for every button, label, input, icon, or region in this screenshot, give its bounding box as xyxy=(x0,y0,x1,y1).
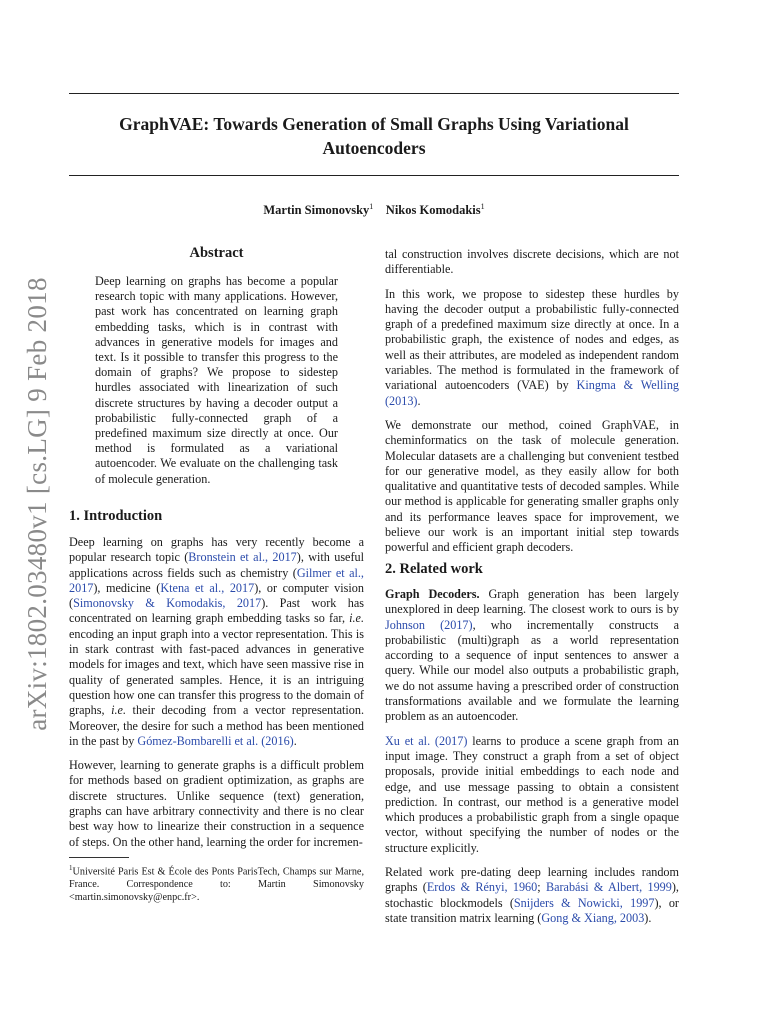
abstract-heading: Abstract xyxy=(189,245,244,261)
citation-link[interactable]: Barabási & Albert, 1999 xyxy=(545,880,672,895)
citation-link[interactable]: Bronstein et al., 2017 xyxy=(188,550,297,565)
related-work-heading: 2. Related work xyxy=(385,561,483,577)
abstract-text: Deep learning on graphs has become a popular research topic with many applications. However, past work has concentrated on learning graph embedding tasks, which is in contrast with advances in generative models for images and text. Is it possible to transfer this progress to the domain of graphs? We propose to sidestep hurdles associated with linearization of such discrete structures by having a decoder output a probabilistic fully-connected graph of a predefined maximum size directly at once. Our method is formulated as a variational autoencoder. We evaluate on the challenging task of molecule generation. xyxy=(95,274,338,486)
intro-paragraph-2: However, learning to generate graphs is a difficult problem for methods based on gradient optimization, as graphs are discrete structures. Unlike sequence (text) generation, graphs can have arbitrary connectivity and there is no clear best way how to linearize their construction in a sequence of steps. On the other hand, learning the order for incremen- xyxy=(69,758,364,849)
author-name: Nikos Komodakis xyxy=(385,203,481,218)
right-column-bottom xyxy=(385,587,679,935)
intro-paragraph-4: We demonstrate our method, coined GraphVAE, in cheminformatics on the task of molecule generation. Molecular datasets are a challenging but convenient testbed for our generative model, as they easily allow for both qualitative and quantitative tests of decoded samples. While our method is applicable for generating smaller graphs only and its performance leaves space for improvement, we believe our work is an important initial step towards powerful and efficient graph decoders. xyxy=(385,417,679,555)
citation-link[interactable]: Simonovsky & Komodakis, 2017 xyxy=(73,596,262,611)
arxiv-stamp: arXiv:1802.03480v1 [cs.LG] 9 Feb 2018 xyxy=(22,277,52,731)
footnote-mark: 1 xyxy=(69,864,73,872)
citation-link[interactable]: Gómez-Bombarelli et al. (2016) xyxy=(137,733,294,748)
citation-link[interactable]: Gong & Xiang, 2003 xyxy=(541,910,645,925)
intro-paragraph-1: Deep learning on graphs has very recently become a popular research topic (Bronstein et al., 2017), with useful applications across fields such as chemistry (Gilmer et al., 2017), medicine (Ktena et al., 2017), or computer vision (Simonovsky & Komodakis, 2017). Past work has concentrated on learning graph embedding tasks so far, i.e. encoding an input graph into a vector representation. This is in stark contrast with fast-paced advances in generative models for images and text, which have seen massive rise in quality of generated samples. Hence, it is an intriguing question how one can transfer this progress to the domain of graphs, i.e. their decoding from a vector representation. Moreover, the desire for such a method has been mentioned in the past by Gómez-Bombarelli et al. (2016). xyxy=(69,535,365,748)
citation-link[interactable]: Johnson (2017) xyxy=(385,617,473,632)
citation-link[interactable]: Erdos & Rényi, 1960 xyxy=(426,880,538,895)
intro-continued-paragraph: tal construction involves discrete decisions, which are not differentiable. xyxy=(385,247,679,277)
top-rule xyxy=(69,93,679,94)
citation-link[interactable]: Kingma & Welling (2013) xyxy=(385,378,680,408)
left-column-body xyxy=(69,535,364,859)
citation-link[interactable]: Snijders & Nowicki, 1997 xyxy=(513,895,655,910)
footnote-rule xyxy=(69,857,129,858)
citation-link[interactable]: Gilmer et al., 2017 xyxy=(69,565,364,595)
citation-link[interactable]: Xu et al. (2017) xyxy=(385,733,468,748)
paper-title: GraphVAE: Towards Generation of Small Graphs Using Variational Autoencoders xyxy=(119,114,629,158)
right-column-top xyxy=(385,247,679,565)
title-bottom-rule xyxy=(69,175,679,176)
intro-paragraph-3: In this work, we propose to sidestep these hurdles by having the decoder output a probabilistic fully-connected graph of a predefined maximum size directly at once. In a probabilistic graph, the existence of nodes and edges, as well as their attributes, are modeled as independent random variables. The method is formulated in the framework of variational autoencoders (VAE) by Kingma & Welling (2013). xyxy=(385,286,680,408)
citation-link[interactable]: Ktena et al., 2017 xyxy=(160,580,255,595)
author-affiliation: 1 xyxy=(480,202,485,211)
footnote: $^1$Université Paris Est & École des Ponts ParisTech, Champs sur Marne, France. Correspondence to: Martin Simonovsky <martin.simonovsky@enpc.fr>. xyxy=(69,864,364,904)
author-name: Martin Simonovsky xyxy=(263,203,370,218)
author-list xyxy=(69,202,679,218)
run-in-heading: Graph Decoders. xyxy=(385,587,480,601)
related-paragraph-3: Related work pre-dating deep learning includes random graphs (Erdos & Rényi, 1960; Barabási & Albert, 1999), stochastic blockmodels (Snijders & Nowicki, 1997), or state transition matrix learning (Gong & Xiang, 2003). xyxy=(385,865,679,925)
related-paragraph-2: Xu et al. (2017) learns to produce a scene graph from an input image. They construct a graph from a set of object proposals, provide initial embeddings to each node and edge, and use message passing to obtain a consistent prediction. In contrast, our method is a generative model which produces a probabilistic graph from a single opaque vector, without specifying the number of nodes or the structure explicitly. xyxy=(385,733,679,855)
related-paragraph-1: Graph Decoders. Graph generation has been largely unexplored in deep learning. The closest work to ours is by Johnson (2017), who incrementally constructs a probabilistic (multi)graph as a world representation according to a sequence of input sentences to answer a query. While our model also outputs a probabilistic graph, we do not assume having a prescribed order of construction transformations available and we formulate the learning problem as an autoencoder. xyxy=(385,587,679,724)
introduction-heading: 1. Introduction xyxy=(69,508,163,524)
author-affiliation: 1 xyxy=(369,202,374,211)
